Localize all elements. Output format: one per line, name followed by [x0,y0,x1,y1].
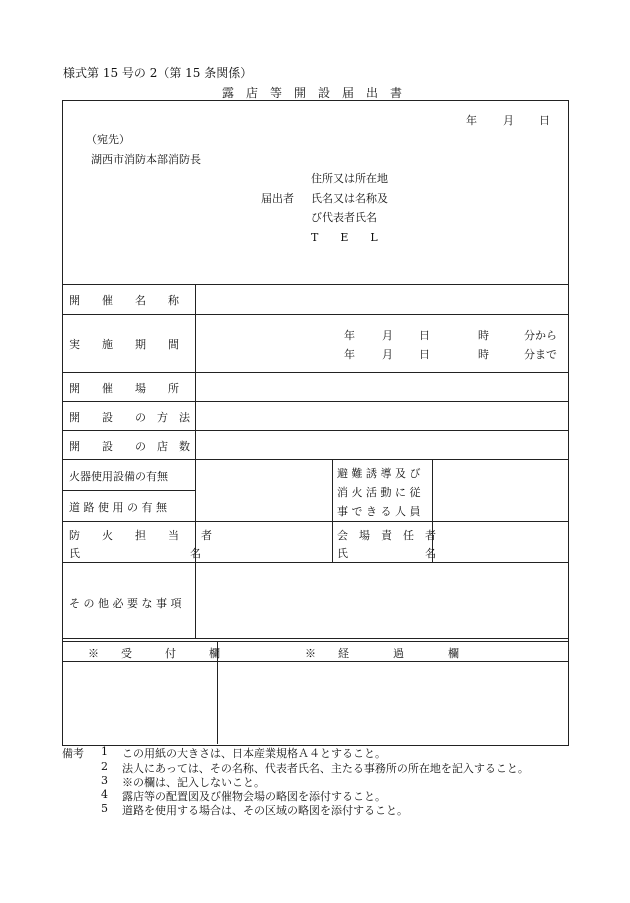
date-day: 日 [539,114,550,127]
progress-header: ※ 経 過 欄 [305,647,459,660]
evac-label-line2: 消 火 活 動 に 従 [337,486,421,499]
date-month: 月 [503,114,514,127]
applicant-label: 届出者 [261,192,294,205]
note-text: この用紙の大きさは、日本産業規格Ａ４とすること。 [122,747,386,760]
note-text: 露店等の配置図及び催物会場の略図を添付すること。 [122,790,386,803]
note-number: 3 [101,774,108,787]
fire-equipment-label: 火器使用設備の有無 [69,470,168,483]
note-number: 5 [101,802,108,815]
date-year: 年 [466,114,477,127]
addressee-label: （宛先） [86,133,130,146]
store-count-label: 開 設 の 店 数 [69,440,190,453]
note-text: ※の欄は、記入しないこと。 [122,776,265,789]
receipt-header: ※ 受 付 欄 [88,647,220,660]
period-end-month: 月 [382,348,393,361]
applicant-address: 住所又は所在地 [311,172,388,185]
addressee: 湖西市消防本部消防長 [91,153,201,166]
period-end-hour: 時 [478,348,489,361]
period-start-day: 日 [419,329,430,342]
period-start-suffix: 分から [524,329,557,342]
applicant-tel: T E L [311,231,378,244]
period-end-suffix: 分まで [524,348,557,361]
road-use-label: 道 路 使 用 の 有 無 [69,501,167,514]
note-text: 法人にあっては、その名称、代表者氏名、主たる事務所の所在地を記入すること。 [122,762,529,775]
note-number: 1 [101,745,108,758]
venue-manager-label-line2: 氏 名 [337,547,436,560]
evac-label-line1: 避 難 誘 導 及 び [337,467,421,480]
applicant-name-line2: び代表者氏名 [311,211,377,224]
applicant-name-line1: 氏名又は名称及 [311,192,388,205]
period-start-month: 月 [382,329,393,342]
fire-officer-label-line1: 防 火 担 当 者 [69,529,212,542]
note-number: 2 [101,760,108,773]
period-start-hour: 時 [478,329,489,342]
other-label: そ の 他 必 要 な 事 項 [69,597,182,610]
note-number: 4 [101,788,108,801]
period-label: 実 施 期 間 [69,338,179,351]
evac-label-line3: 事 で き る 人 員 [337,505,421,518]
venue-manager-label-line1: 会 場 責 任 者 [337,529,436,542]
period-start-year: 年 [344,329,355,342]
form-number: 様式第 15 号の 2（第 15 条関係） [63,66,253,80]
event-name-label: 開 催 名 称 [69,294,179,307]
period-end-day: 日 [419,348,430,361]
notes-label: 備考 [62,747,84,760]
venue-label: 開 催 場 所 [69,382,179,395]
fire-officer-label-line2: 氏 名 [69,547,201,560]
period-end-year: 年 [344,348,355,361]
note-text: 道路を使用する場合は、その区域の略図を添付すること。 [122,804,408,817]
method-label: 開 設 の 方 法 [69,411,190,424]
form-title: 露 店 等 開 設 届 出 書 [222,86,403,100]
